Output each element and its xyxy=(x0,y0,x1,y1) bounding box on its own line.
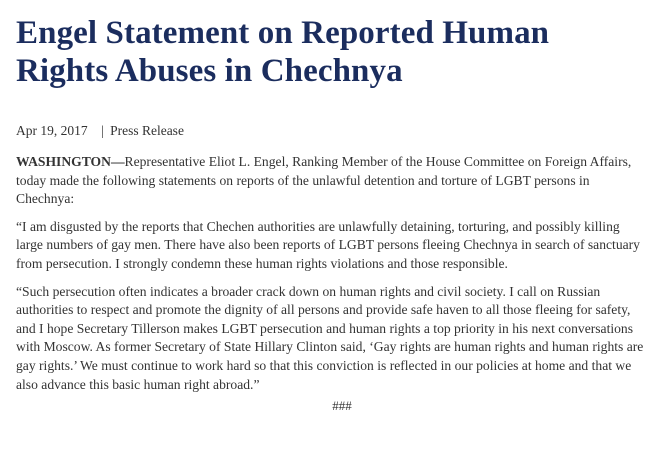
title-line-2: Rights Abuses in Chechnya xyxy=(16,53,403,89)
page-title xyxy=(16,14,646,90)
quote-paragraph-2: “Such persecution often indicates a broader crack down on human rights and civil society. I call on Russian authorities to respect and promote the dignity of all persons and provide safe haven to all those fleeing for safety, and I hope Secretary Tillerson makes LGBT persecution and human rights a top priority in his next conversations with Moscow. As former Secretary of State Hillary Clinton said, ‘Gay rights are human rights and human rights are gay rights.’ We must continue to work hard so that this conviction is reflected in our policies at home and that we also advance this basic human right abroad.” xyxy=(16,283,644,392)
article-meta xyxy=(16,123,646,139)
intro-text: Representative Eliot L. Engel, Ranking Member of the House Committee on Foreign Affairs, today made the following statements on reports of the unlawful detention and torture of LGBT persons in Chechnya: xyxy=(16,154,632,207)
article-category: Press Release xyxy=(110,123,184,138)
quote-paragraph-1: “I am disgusted by the reports that Chechen authorities are unlawfully detaining, torturing, and possibly killing large numbers of gay men. There have also been reports of LGBT persons fleeing Chechnya in search of sanctuary from persecution. I strongly condemn these human rights violations and those responsible. xyxy=(16,218,640,271)
publish-date: Apr 19, 2017 xyxy=(16,123,88,138)
press-release-page xyxy=(16,14,646,414)
end-mark: ### xyxy=(332,398,352,414)
meta-separator: | xyxy=(101,123,104,138)
intro-paragraph xyxy=(16,153,646,209)
dateline: WASHINGTON— xyxy=(16,154,125,169)
title-line-1: Engel Statement on Reported Human xyxy=(16,15,550,51)
